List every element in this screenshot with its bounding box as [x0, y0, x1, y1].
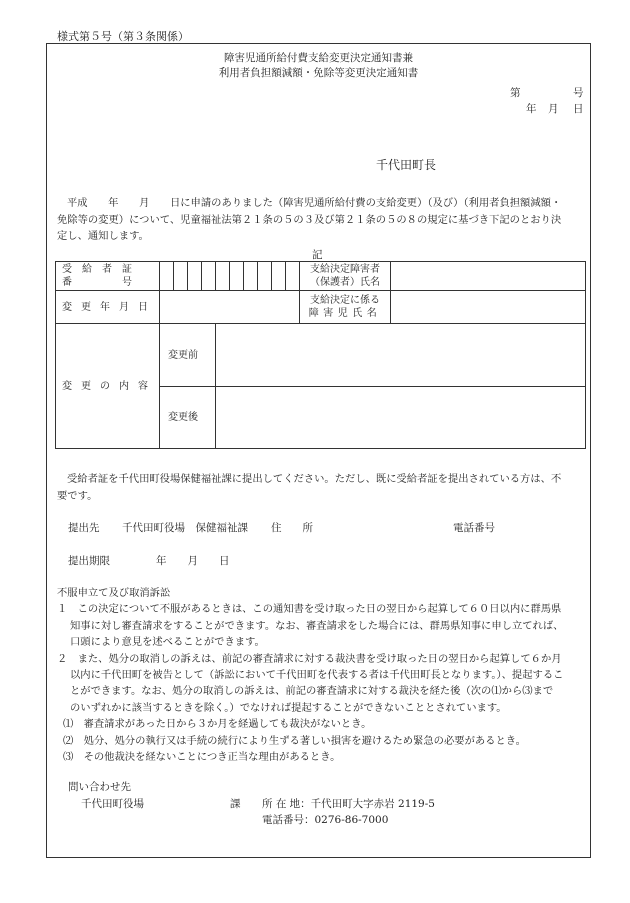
doc-number-go: 号 — [573, 87, 584, 99]
contact-office: 千代田町役場 — [81, 798, 144, 810]
decision-table — [55, 261, 586, 449]
intro-paragraph — [57, 195, 561, 245]
appeal-item1-line3: 口頭により意見を述べることができます。 — [70, 636, 265, 649]
change-date-label: 変更年月日 — [56, 291, 160, 324]
intro-line-2: 免除等の変更）について、児童福祉法第２１条の５の３及び第２１条の５の８の規定に基づき下記のとおり決 — [57, 213, 562, 226]
contact-phone: 電話番号：0276-86-7000 — [262, 814, 389, 826]
before-field[interactable] — [216, 324, 586, 387]
cert-digit-cell[interactable] — [202, 262, 216, 291]
appeal-item2-line4: のいずれかに該当するときを除く。）でなければ提起することができないこととされています。 — [70, 701, 507, 714]
appeal-item1-line1: １ この決定について不服があるときは、この通知書を受け取った日の翌日から起算して６０日以内に群馬県 — [57, 603, 562, 616]
title-line-2: 利用者負担額減額・免除等変更決定通知書 — [218, 67, 419, 79]
date-month: 月 — [548, 103, 559, 115]
cert-number-label — [56, 262, 160, 291]
guardian-name-field[interactable] — [391, 262, 586, 291]
child-label-top: 支給決定に係る — [310, 295, 380, 306]
date-year: 年 — [526, 103, 537, 115]
form-id: 様式第５号（第３条関係） — [57, 30, 189, 43]
dest-label: 提出先 — [68, 522, 100, 534]
cert-digit-cell[interactable] — [230, 262, 244, 291]
intro-line-1: 平成 年 月 日に申請のありました（障害児通所給付費の支給変更）（及び）（利用者負担額減額・ — [67, 197, 562, 209]
dest-office: 千代田町役場 保健福祉課 — [122, 522, 248, 534]
document-title — [46, 51, 591, 81]
after-field[interactable] — [216, 387, 586, 449]
contact-heading: 問い合わせ先 — [68, 781, 131, 793]
date-day: 日 — [573, 103, 584, 115]
appeal-sub3: ⑶ その他裁決を経ないことにつき正当な理由があるとき。 — [63, 751, 341, 764]
after-label: 変更後 — [160, 387, 216, 449]
appeal-sub1: ⑴ 審査請求があった日から３か月を経過しても裁決がないとき。 — [63, 718, 372, 731]
cert-digit-cell[interactable] — [160, 262, 174, 291]
appeal-section — [57, 585, 563, 765]
change-content-label: 変更の内容 — [56, 324, 160, 449]
before-label: 変更前 — [160, 324, 216, 387]
deadline-date: 年 月 日 — [156, 555, 230, 567]
cert-digit-cell[interactable] — [174, 262, 188, 291]
intro-line-3: 定し、通知します。 — [57, 230, 149, 242]
cert-digit-cell[interactable] — [258, 262, 272, 291]
cert-digit-cell[interactable] — [272, 262, 286, 291]
cert-digit-cell[interactable] — [188, 262, 202, 291]
cert-label-bottom: 番 号 — [62, 277, 132, 288]
contact-address: 所 在 地：千代田町大字赤岩 2119-5 — [262, 798, 435, 810]
cert-label-top: 受 給 者 証 — [62, 264, 132, 275]
child-name-field[interactable] — [391, 291, 586, 324]
appeal-item2-line2: 以内に千代田町を被告として（訴訟において千代田町を代表する者は千代田町長となります。）、提起するこ — [70, 669, 564, 682]
doc-number-dai: 第 — [510, 87, 521, 99]
guardian-label-bottom: （保護者）氏名 — [310, 277, 380, 288]
submit-note — [57, 471, 561, 505]
appeal-sub2: ⑵ 処分、処分の執行又は手続の続行により生ずる著しい損害を避けるため緊急の必要があるとき。 — [63, 734, 526, 747]
appeal-item2-line3: とができます。なお、処分の取消しの訴えは、前記の審査請求に対する裁決を経た後（次の⑴から⑶まで — [70, 685, 554, 698]
submit-note-line-2: 要です。 — [57, 490, 98, 502]
ki-heading: 記 — [312, 249, 323, 261]
guardian-label-top: 支給決定障害者 — [310, 264, 380, 275]
issuer: 千代田町長 — [376, 158, 437, 172]
submit-note-line-1: 受給者証を千代田町役場保健福祉課に提出してください。ただし、既に受給者証を提出されている方は、不 — [67, 473, 562, 485]
title-line-1: 障害児通所給付費支給変更決定通知書兼 — [224, 52, 413, 64]
appeal-item2-line1: ２ また、処分の取消しの訴えは、前記の審査請求に対する裁決書を受け取った日の翌日から起算して６か月 — [57, 652, 562, 665]
cert-digit-cell[interactable] — [244, 262, 258, 291]
child-label-bottom: 障害児氏名 — [308, 308, 382, 319]
phone-label: 電話番号 — [453, 522, 495, 534]
address-label: 住 所 — [271, 522, 313, 534]
change-date-field[interactable] — [160, 291, 300, 324]
deadline-label: 提出期限 — [68, 555, 110, 567]
child-name-label — [300, 291, 391, 324]
cert-digit-cell[interactable] — [286, 262, 300, 291]
appeal-item1-line2: 知事に対し審査請求をすることができます。なお、審査請求をした場合には、群馬県知事に申し立てれば、 — [70, 619, 564, 632]
contact-ka: 課 — [230, 798, 241, 810]
cert-digit-cell[interactable] — [216, 262, 230, 291]
guardian-name-label — [300, 262, 391, 291]
appeal-heading: 不服申立て及び取消訴訟 — [57, 587, 171, 599]
